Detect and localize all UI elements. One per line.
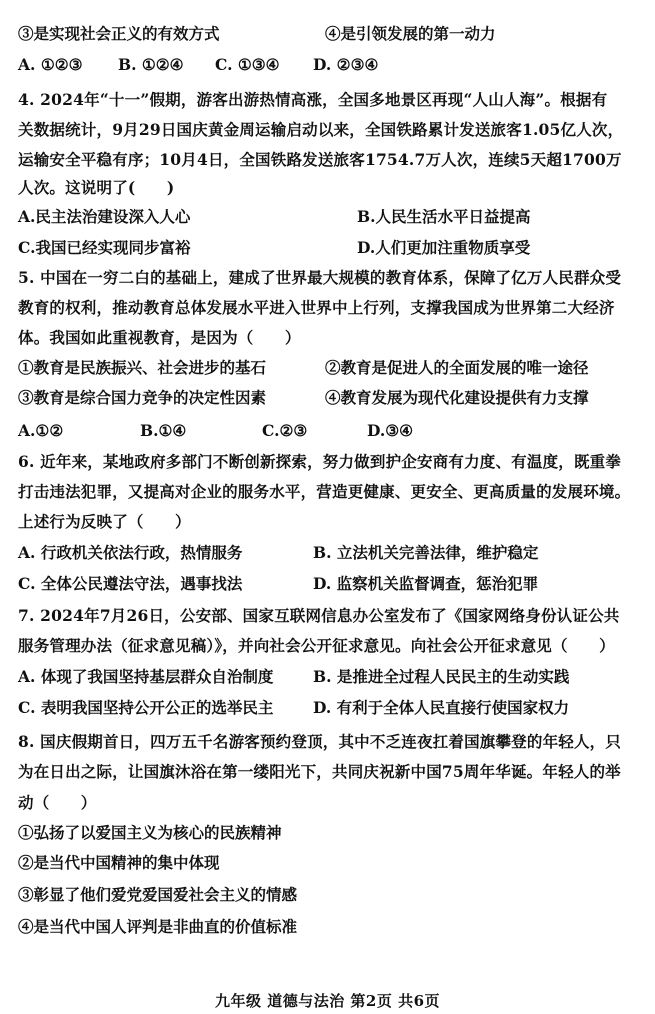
q7-option-b: B. 是推进全过程人民民主的生动实践 — [313, 667, 570, 686]
q5-item-1: ①教育是民族振兴、社会进步的基石 — [18, 358, 267, 377]
q4-stem-line-2: 关数据统计，9月29日国庆黄金周运输启动以来，全国铁路累计发送旅客1.05亿人次， — [18, 120, 624, 139]
q7-stem-line-2: 服务管理办法（征求意见稿）》，并向社会公开征求意见。向社会公开征求意见（ ） — [18, 636, 615, 655]
q5-option-b: B.①④ — [140, 421, 187, 440]
q5-stem-line-3: 体。我国如此重视教育，是因为（ ） — [18, 328, 301, 347]
q6-option-c: C. 全体公民遵法守法，遇事找法 — [18, 574, 243, 593]
q5-option-d: D.③④ — [367, 421, 414, 440]
q8-item-4: ④是当代中国人评判是非曲直的价值标准 — [18, 917, 298, 936]
q7-option-a: A. 体现了我国坚持基层群众自治制度 — [18, 667, 274, 686]
q6-option-b: B. 立法机关完善法律，维护稳定 — [313, 543, 539, 562]
q4-option-d: D.人们更加注重物质享受 — [357, 238, 531, 257]
q8-item-2: ②是当代中国精神的集中体现 — [18, 853, 220, 872]
prev-item-3: ③是实现社会正义的有效方式 — [18, 24, 220, 43]
q7-stem-line-1: 7. 2024年7月26日，公安部、国家互联网信息办公室发布了《国家网络身份认证公共 — [18, 606, 620, 625]
q5-option-c: C.②③ — [262, 421, 308, 440]
q4-stem-line-1: 4. 2024年“十一”假期，游客出游热情高涨，全国多地景区再现“人山人海”。根据有 — [18, 90, 608, 109]
q5-stem-line-1: 5. 中国在一穷二白的基础上，建成了世界最大规模的教育体系，保障了亿万人民群众受 — [18, 268, 622, 287]
q4-option-c: C.我国已经实现同步富裕 — [18, 238, 191, 257]
q4-stem-line-3: 运输安全平稳有序；10月4日，全国铁路发送旅客1754.7万人次，连续5天超1700万 — [18, 150, 622, 169]
q4-option-b: B.人民生活水平日益提高 — [357, 207, 531, 226]
q8-stem-line-2: 为在日出之际，让国旗沐浴在第一缕阳光下，共同庆祝新中国75周年华诞。年轻人的举 — [18, 762, 621, 781]
q6-option-d: D. 监察机关监督调查，惩治犯罪 — [313, 574, 539, 593]
prev-option-a: A. ①②③ — [18, 55, 83, 74]
page-footer: 九年级 道德与法治 第2页 共6页 — [214, 992, 441, 1010]
q4-stem-line-4: 人次。这说明了( ) — [18, 178, 175, 197]
q5-item-2: ②教育是促进人的全面发展的唯一途径 — [325, 358, 589, 377]
q8-item-3: ③彰显了他们爱党爱国爱社会主义的情感 — [18, 885, 298, 904]
q8-stem-line-3: 动（ ） — [18, 793, 97, 812]
q8-stem-line-1: 8. 国庆假期首日，四万五千名游客预约登顶，其中不乏连夜扛着国旗攀登的年轻人，只 — [18, 732, 622, 751]
prev-option-c: C. ①③④ — [215, 55, 280, 74]
q7-option-d: D. 有利于全体人民直接行使国家权力 — [313, 698, 570, 717]
q6-stem-line-3: 上述行为反映了（ ） — [18, 512, 191, 531]
q6-stem-line-1: 6. 近年来，某地政府多部门不断创新探索，努力做到护企安商有力度、有温度，既重拳 — [18, 452, 622, 471]
prev-item-4: ④是引领发展的第一动力 — [325, 24, 496, 43]
prev-option-d: D. ②③④ — [313, 55, 379, 74]
q7-option-c: C. 表明我国坚持公开公正的选举民主 — [18, 698, 274, 717]
q5-item-3: ③教育是综合国力竞争的决定性因素 — [18, 388, 267, 407]
q8-item-1: ①弘扬了以爱国主义为核心的民族精神 — [18, 823, 282, 842]
q4-option-a: A.民主法治建设深入人心 — [18, 207, 191, 226]
q5-stem-line-2: 教育的权利，推动教育总体发展水平进入世界中上行列，支撑我国成为世界第二大经济 — [18, 298, 615, 317]
prev-option-b: B. ①②④ — [118, 55, 184, 74]
q6-option-a: A. 行政机关依法行政，热情服务 — [18, 543, 243, 562]
q6-stem-line-2: 打击违法犯罪，又提高对企业的服务水平，营造更健康、更安全、更高质量的发展环境。 — [18, 482, 631, 501]
q5-item-4: ④教育发展为现代化建设提供有力支撑 — [325, 388, 589, 407]
q5-option-a: A.①② — [18, 421, 64, 440]
